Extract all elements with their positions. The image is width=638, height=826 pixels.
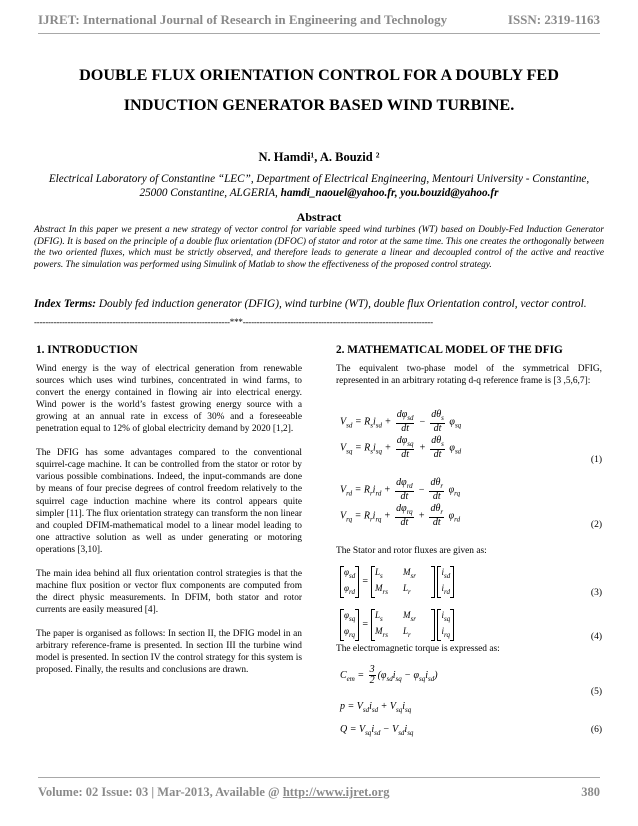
equation-number-4: (4) [590, 632, 602, 642]
section-separator: ----------------------------------------------------------------------***-------------------------------------------------------------------- [34, 317, 433, 327]
equation-flux-q: $\varphi_{sq}$ $\varphi_{rq}$ = $L_s$ $M_{sr}$ $M_{rs}$ $L_r$ $i_{sq}$ $i_{rq}$ [340, 609, 454, 641]
title-line-2: INDUCTION GENERATOR BASED WIND TURBINE. [123, 96, 515, 114]
equation-number-3: (3) [590, 588, 602, 598]
intro-paragraph-4: The paper is organised as follows: In section II, the DFIG model in an arbitrary reference-frame is presented. In section III the turbine wind model is presented. In section IV the control strategy for this system is proposed. Finally, the results and conclusions are drawn. [36, 628, 302, 676]
affiliation-line-2: 25000 Constantine, ALGERIA, [139, 187, 281, 199]
author-emails: hamdi_naouel@yahoo.fr, you.bouzid@yahoo.fr [280, 187, 499, 199]
abstract-body: Abstract In this paper we present a new strategy of vector control for variable speed wind turbines (WT) based on Doubly-Fed Induction Generator (DFIG). It is based on the principle of a double flux orientation (DFOC) of stator and rotor at the same time. This one creates the orthogonally between the two oriented fluxes, which must be strictly observed, and therefore leads to generate a linear and decoupled control of the active and reactive powers. The simulation was performed using Simulink of Matlab to show the effectiveness of the proposed control strategy. [34, 225, 604, 270]
affiliation [40, 172, 598, 200]
index-terms-label: Index Terms: [34, 298, 97, 310]
footer-volume [38, 785, 390, 800]
abstract-heading: Abstract [296, 210, 342, 224]
equation-flux-d: $\varphi_{sd}$ $\varphi_{rd}$ = $L_s$ $M_{sr}$ $M_{rs}$ $L_r$ $i_{sd}$ $i_{rd}$ [340, 566, 454, 598]
equation-torque: $C_{em}$ = $\frac{3}{2}$ $(\varphi_{sd}i_{sq} - \varphi_{sq}i_{sd})$ [340, 664, 438, 687]
intro-paragraph-1: Wind energy is the way of electrical generation from renewable sources which uses wind turbines, concentrated in wind farms, to convert the energy contained in flowing air into electrical energy. Wind power is the world’s fastest growing energy source with a growing at an annual rate in excess of 30% and a foreseeable penetration equal to 12% of global electricity demand by 2020 [1,2]. [36, 364, 302, 435]
index-terms [34, 297, 604, 311]
model-heading: 2. MATHEMATICAL MODEL OF THE DFIG [336, 344, 563, 356]
footer-volume-text: Volume: 02 Issue: 03 | Mar-2013, Available @ [38, 785, 283, 799]
affiliation-line-1: Electrical Laboratory of Constantine “LEC”, Department of Electrical Engineering, Mentouri University - Constantine, [48, 173, 590, 185]
page-number: 380 [581, 785, 600, 799]
right-column [336, 344, 602, 399]
flux-intro-text: The Stator and rotor fluxes are given as: [336, 546, 487, 556]
footer-rule [38, 777, 600, 778]
index-terms-text: Doubly fed induction generator (DFIG), wind turbine (WT), double flux Orientation control, vector control. [96, 298, 587, 310]
equation-number-2: (2) [590, 520, 602, 530]
header-rule [38, 33, 600, 34]
equation-powers: $p = V_{sd}i_{sd} + V_{sq}i_{sq}$ $Q = V_{sq}i_{sd} - V_{sd}i_{sq}$ [340, 701, 414, 737]
journal-link[interactable]: http://www.ijret.org [282, 785, 390, 799]
authors: N. Hamdi¹, A. Bouzid ² [258, 150, 380, 164]
title-line-1: DOUBLE FLUX ORIENTATION CONTROL FOR A DOUBLY FED [79, 66, 559, 84]
equation-number-1: (1) [590, 455, 602, 465]
journal-header: IJRET: International Journal of Research in Engineering and Technology [38, 12, 448, 27]
equation-rotor-voltage: $V_{rd} = R_ri_{rd}$ + $\frac{d\varphi_{rd}}{dt}$ − $\frac{d\theta_r}{dt}$ $\varphi_{rq}$ $V_{rq} = R_ri_{rq}$ + $\frac{d\varphi_{rq}}{dt}$ + $\frac{d\theta_r}{dt}$ $\varphi_{rd}$ [340, 477, 461, 529]
issn-header: ISSN: 2319-1163 [507, 12, 600, 27]
model-paragraph-1: The equivalent two-phase model of the symmetrical DFIG, represented in an arbitrary rotating d-q reference frame is [3 ,5,6,7]: [336, 364, 602, 387]
introduction-heading: 1. INTRODUCTION [36, 344, 138, 356]
equation-number-5: (5) [590, 687, 602, 697]
torque-intro-text: The electromagnetic torque is expressed as: [336, 644, 500, 654]
paper-title [40, 60, 598, 120]
intro-paragraph-2: The DFIG has some advantages compared to the conventional squirrel-cage machine. It can be controlled from the stator or rotor by various possible combinations. Indeed, the input-commands are done by means of four precise degrees of control freedom relatively to the squirrel cage induction machine where its control appears quite simpler [11]. The flux orientation strategy can transform the non linear and coupled DFIM-mathematical model to a linear model leading to one attractive solution as well as under generating or motoring operations [3,10]. [36, 448, 302, 555]
equation-number-6: (6) [590, 725, 602, 735]
left-column [36, 344, 302, 688]
intro-paragraph-3: The main idea behind all flux orientation control strategies is that the machine flux position or vector flux components are computed from the direct physic measurements. In DFIM, both stator and rotor currents are easily measured [4]. [36, 568, 302, 615]
equation-stator-voltage: $V_{sd} = R_si_{sd}$ + $\frac{d\varphi_{sd}}{dt}$ − $\frac{d\theta_s}{dt}$ $\varphi_{sq}$ $V_{sq} = R_si_{sq}$ + $\frac{d\varphi_{sq}}{dt}$ + $\frac{d\theta_s}{dt}$ $\varphi_{sd}$ [340, 409, 462, 461]
